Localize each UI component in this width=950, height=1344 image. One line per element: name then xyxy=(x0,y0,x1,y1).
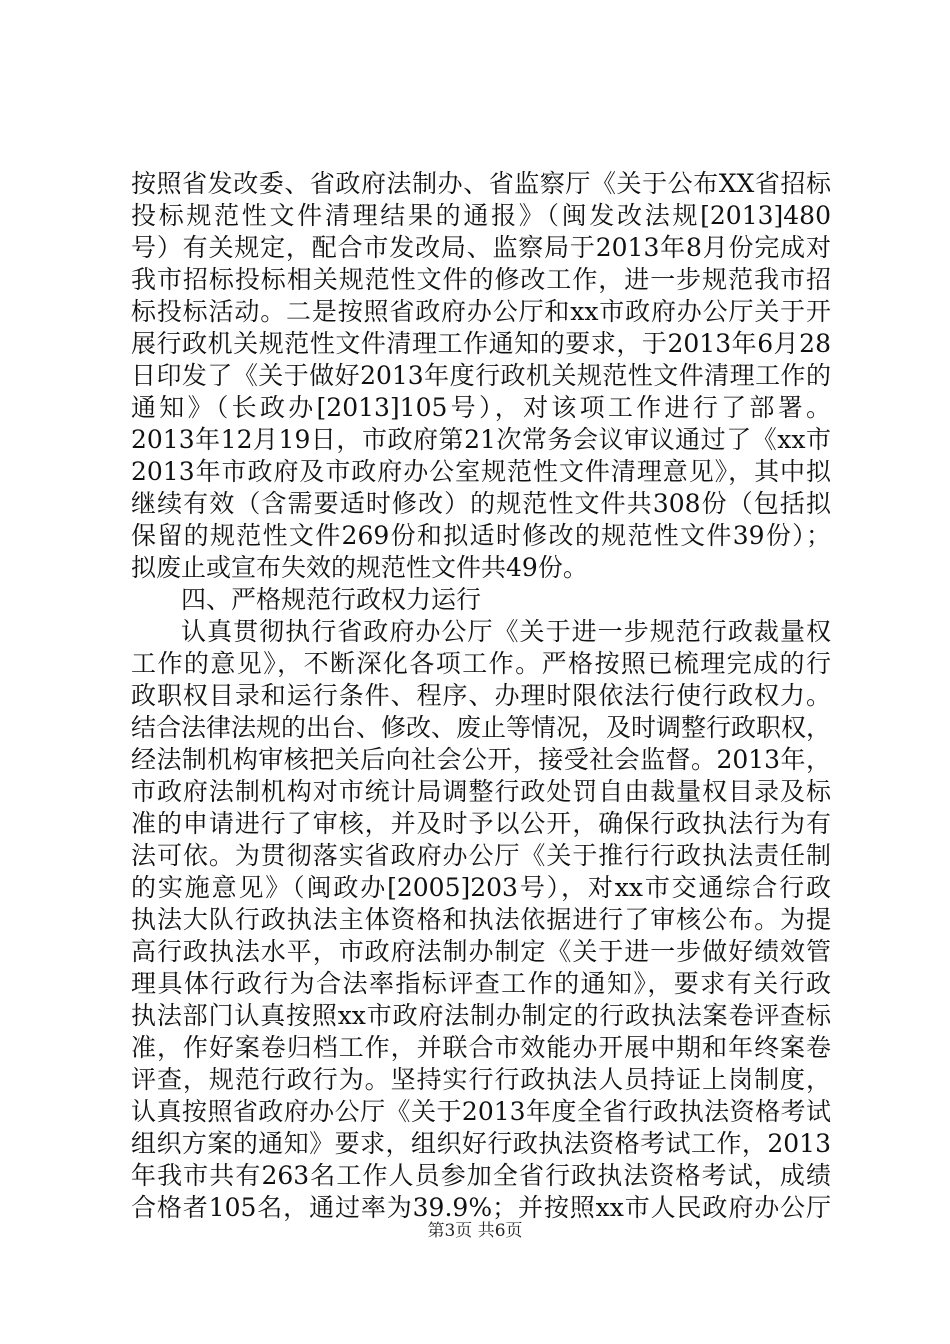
text-line: 2013年12月19日，市政府第21次常务会议审议通过了《xx市 xyxy=(131,425,831,454)
text-line: 理具体行政行为合法率指标评查工作的通知》，要求有关行政 xyxy=(131,969,831,998)
text-line: 我市招标投标相关规范性文件的修改工作，进一步规范我市招 xyxy=(131,265,831,294)
text-line: 拟废止或宣布失效的规范性文件共49份。 xyxy=(131,553,588,582)
text-line: 投标规范性文件清理结果的通报》（闽发改法规[2013]480 xyxy=(131,201,831,230)
text-line: 号）有关规定，配合市发改局、监察局于2013年8月份完成对 xyxy=(131,233,831,262)
text-line: 高行政执法水平，市政府法制办制定《关于进一步做好绩效管 xyxy=(131,937,831,966)
text-line: 认真贯彻执行省政府办公厅《关于进一步规范行政裁量权 xyxy=(181,617,831,646)
text-line: 认真按照省政府办公厅《关于2013年度全省行政执法资格考试 xyxy=(131,1097,831,1126)
text-line: 保留的规范性文件269份和拟适时修改的规范性文件39份）； xyxy=(131,521,831,550)
text-line: 合格者105名，通过率为39.9%；并按照xx市人民政府办公厅 xyxy=(131,1193,831,1222)
text-line: 年我市共有263名工作人员参加全省行政执法资格考试，成绩 xyxy=(131,1161,831,1190)
section-heading: 四、严格规范行政权力运行 xyxy=(181,585,482,614)
text-line: 准，作好案卷归档工作，并联合市效能办开展中期和年终案卷 xyxy=(131,1033,831,1062)
text-line: 的实施意见》（闽政办[2005]203号），对xx市交通综合行政 xyxy=(131,873,831,902)
text-line: 2013年市政府及市政府办公室规范性文件清理意见》，其中拟 xyxy=(131,457,831,486)
text-line: 展行政机关规范性文件清理工作通知的要求，于2013年6月28 xyxy=(131,329,831,358)
text-line: 继续有效（含需要适时修改）的规范性文件共308份（包括拟 xyxy=(131,489,831,518)
text-line: 工作的意见》，不断深化各项工作。严格按照已梳理完成的行 xyxy=(131,649,831,678)
page-number-footer: 第3页 共6页 xyxy=(427,1221,523,1241)
text-line: 通知》（长政办[2013]105号），对该项工作进行了部署。 xyxy=(131,393,831,422)
text-line: 经法制机构审核把关后向社会公开，接受社会监督。2013年， xyxy=(131,745,831,774)
text-line: 法可依。为贯彻落实省政府办公厅《关于推行行政执法责任制 xyxy=(131,841,831,870)
text-line: 执法大队行政执法主体资格和执法依据进行了审核公布。为提 xyxy=(131,905,831,934)
text-line: 组织方案的通知》要求，组织好行政执法资格考试工作，2013 xyxy=(131,1129,831,1158)
text-line: 评查，规范行政行为。坚持实行行政执法人员持证上岗制度， xyxy=(131,1065,831,1094)
text-line: 执法部门认真按照xx市政府法制办制定的行政执法案卷评查标 xyxy=(131,1001,831,1030)
text-line: 标投标活动。二是按照省政府办公厅和xx市政府办公厅关于开 xyxy=(131,297,831,326)
document-body xyxy=(131,168,831,1224)
text-line: 日印发了《关于做好2013年度行政机关规范性文件清理工作的 xyxy=(131,361,831,390)
text-line: 准的申请进行了审核，并及时予以公开，确保行政执法行为有 xyxy=(131,809,831,838)
text-line: 结合法律法规的出台、修改、废止等情况，及时调整行政职权， xyxy=(131,713,832,742)
text-line: 政职权目录和运行条件、程序、办理时限依法行使行政权力。 xyxy=(131,681,831,710)
text-line: 市政府法制机构对市统计局调整行政处罚自由裁量权目录及标 xyxy=(131,777,831,806)
text-line: 按照省发改委、省政府法制办、省监察厅《关于公布XX省招标 xyxy=(131,169,831,198)
